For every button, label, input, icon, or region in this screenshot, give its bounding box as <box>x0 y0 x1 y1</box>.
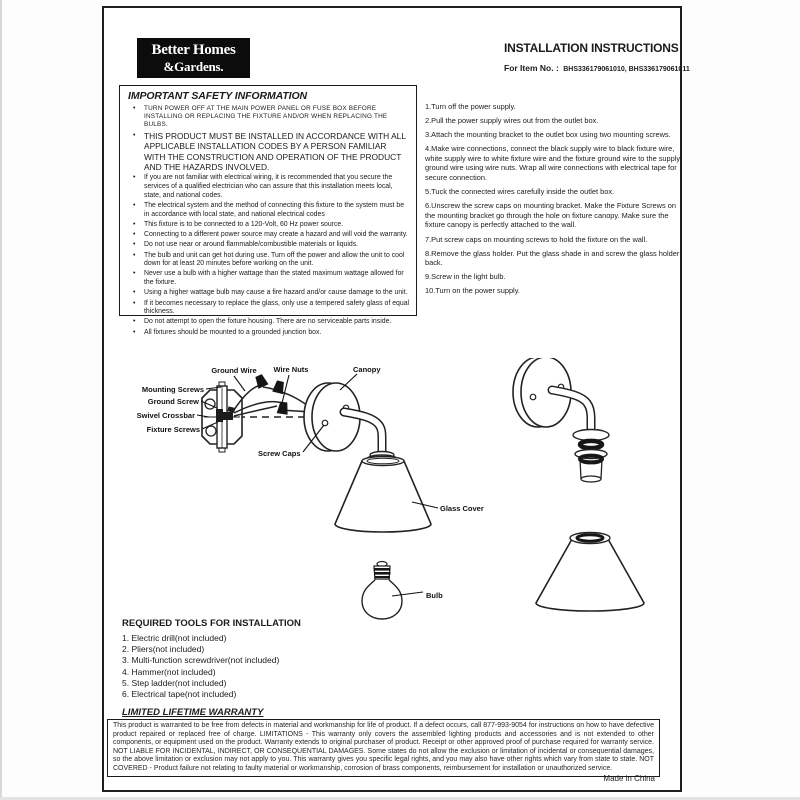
glass-shade-drawing <box>536 533 644 612</box>
brand-logo <box>137 38 250 78</box>
step-item: 7.Put screw caps on mounting screws to hold the fixture on the wall. <box>425 234 648 244</box>
mounting-screws-label: Mounting Screws <box>141 385 204 394</box>
warranty-title: LIMITED LIFETIME WARRANTY <box>122 707 264 718</box>
safety-bullet: • THIS PRODUCT MUST BE INSTALLED IN ACCORDANCE WITH ALL APPLICABLE INSTALLATION CODES BY A PERSON FAMILIAR WITH THE CONSTRUCTION AND OPERATION OF THE PRODUCT AND THE HAZARDS INVOLVED. <box>128 131 410 173</box>
step-item: 5.Tuck the connected wires carefully inside the outlet box. <box>425 187 615 197</box>
warranty-text: This product is warranted to be free from defects in material and workmanship for life of product. If a defect occurs, call 877-993-9054 for instructions on how to have defective product repaired or replaced free of charge. LIMITATIONS - This warranty only covers the assembled lighting products and accessories and is not extended to other components, or equipment used on the product. Warranty extends to original purchaser of product. Receipt or other approved proof of purchase required for warranty service. NOT LIABLE FOR INCIDENTAL, INDIRECT, OR CONSEQUENTIAL DAMAGES. Some states do not allow the exclusion or limitation of incidental or consequential damages, so the above limitation or exclusion may not apply to you. This warranty gives you specific legal rights, and you may also have other rights which vary from state to state. NOT COVERED - Product failure not relating to faulty material or workmanship, corrosion of brass components, reimbursement for installation or unauthorized service. <box>107 719 660 777</box>
bulb-label: Bulb <box>426 591 443 600</box>
wire-nuts-label: Wire Nuts <box>273 365 309 374</box>
step-item: 1.Turn off the power supply. <box>425 102 516 111</box>
ground-wire-label: Ground Wire <box>211 366 257 375</box>
safety-bullet: • Using a higher wattage bulb may cause a fire hazard and/or cause damage to the unit. <box>128 289 410 298</box>
instruction-sheet <box>102 6 690 792</box>
step-item: 3.Attach the mounting bracket to the outlet box using two mounting screws. <box>425 130 671 140</box>
item-number-label: For Item No. : <box>504 63 559 73</box>
wires-drawing <box>234 386 310 416</box>
step-item: 8.Remove the glass holder. Put the glass shade in and screw the glass holder back. <box>425 248 680 268</box>
glass-cover-drawing <box>335 457 431 533</box>
tool-item: 2. Pliers(not included) <box>122 644 205 655</box>
safety-bullet: • The electrical system and the method of connecting this fixture to the system must be in accordance with local state, and national electrical codes <box>128 202 410 219</box>
tools-title: REQUIRED TOOLS FOR INSTALLATION <box>122 618 301 629</box>
safety-title: IMPORTANT SAFETY INFORMATION <box>128 90 308 102</box>
step-item: 10.Turn on the power supply. <box>425 286 520 296</box>
tool-item: 1. Electric drill(not included) <box>122 633 227 643</box>
canopy-label: Canopy <box>353 365 381 374</box>
safety-bullet: • TURN POWER OFF AT THE MAIN POWER PANEL OR FUSE BOX BEFORE INSTALLING OR REPLACING THE FIXTURE AND/OR WHEN REPLACING THE BULBS. <box>128 105 410 129</box>
step-item: 4.Make wire connections, connect the black supply wire to black fixture wire, white supply wire to white fixture wire and the fixture ground wire to the supply ground wire using wire nuts. Wrap all wire connections with electrical tape for secure connection. <box>425 144 681 183</box>
page-title: INSTALLATION INSTRUCTIONS <box>504 41 679 55</box>
socket-parts-drawing <box>573 430 609 483</box>
step-item: 9.Screw in the light bulb. <box>425 272 506 282</box>
logo-line-2: &Gardens. <box>163 59 224 74</box>
fixture-screws-label: Fixture Screws <box>146 425 200 434</box>
assembly-diagram <box>124 358 682 620</box>
screw-caps-label: Screw Caps <box>258 449 301 458</box>
glass-cover-label: Glass Cover <box>440 504 484 513</box>
safety-bullet: • Do not attempt to open the fixture housing. There are no serviceable parts inside. <box>128 318 410 327</box>
bulb-drawing <box>362 562 402 620</box>
safety-bullet: • All fixtures should be mounted to a grounded junction box. <box>128 329 410 338</box>
item-numbers: BHS336179061010, BHS336179061011 <box>563 66 690 73</box>
required-tools-section <box>122 618 422 700</box>
tool-item: 5. Step ladder(not included) <box>122 677 227 688</box>
made-in-label: Made in China <box>603 774 655 783</box>
safety-info-box <box>119 85 417 336</box>
step-item: 6.Unscrew the screw caps on mounting bracket. Make the Fixture Screws on the mounting bracket go through the hole on fixture canopy. Make sure the fixture canopy is perfectly attached to the wall. <box>425 201 676 230</box>
scan-edge <box>0 0 2 800</box>
safety-bullet: • If it becomes necessary to replace the glass, only use a tempered safety glass of equal thickness. <box>128 300 410 317</box>
swivel-crossbar-label: Swivel Crossbar <box>136 411 195 420</box>
safety-bullet: • Connecting to a different power source may create a hazard and will void the warranty. <box>128 231 410 240</box>
header-block <box>504 41 690 76</box>
step-item: 2.Pull the power supply wires out from the outlet box. <box>425 116 599 126</box>
tool-item: 3. Multi-function screwdriver(not included) <box>122 655 280 666</box>
ground-screw-label: Ground Screw <box>147 397 199 406</box>
item-number-line <box>504 58 690 76</box>
safety-bullet: • The bulb and unit can get hot during use. Turn off the power and allow the unit to cool down for at least 20 minutes before working on the unit. <box>128 252 410 269</box>
safety-bullet: • This fixture is to be connected to a 120-Volt, 60 Hz power source. <box>128 221 410 230</box>
safety-bullet: • If you are not familiar with electrical wiring, it is recommended that you secure the services of a qualified electrician who can assure that this installation meets local, state, and national codes. <box>128 174 410 200</box>
safety-bullet: • Never use a bulb with a higher wattage than the stated maximum wattage allowed for the fixture. <box>128 270 410 287</box>
safety-bullet: • Do not use near or around flammable/combustible materials or liquids. <box>128 241 410 250</box>
logo-line-1: Better Homes <box>151 42 236 58</box>
installation-steps <box>425 102 681 301</box>
tool-item: 4. Hammer(not included) <box>122 666 216 677</box>
tool-item: 6. Electrical tape(not included) <box>122 689 237 700</box>
